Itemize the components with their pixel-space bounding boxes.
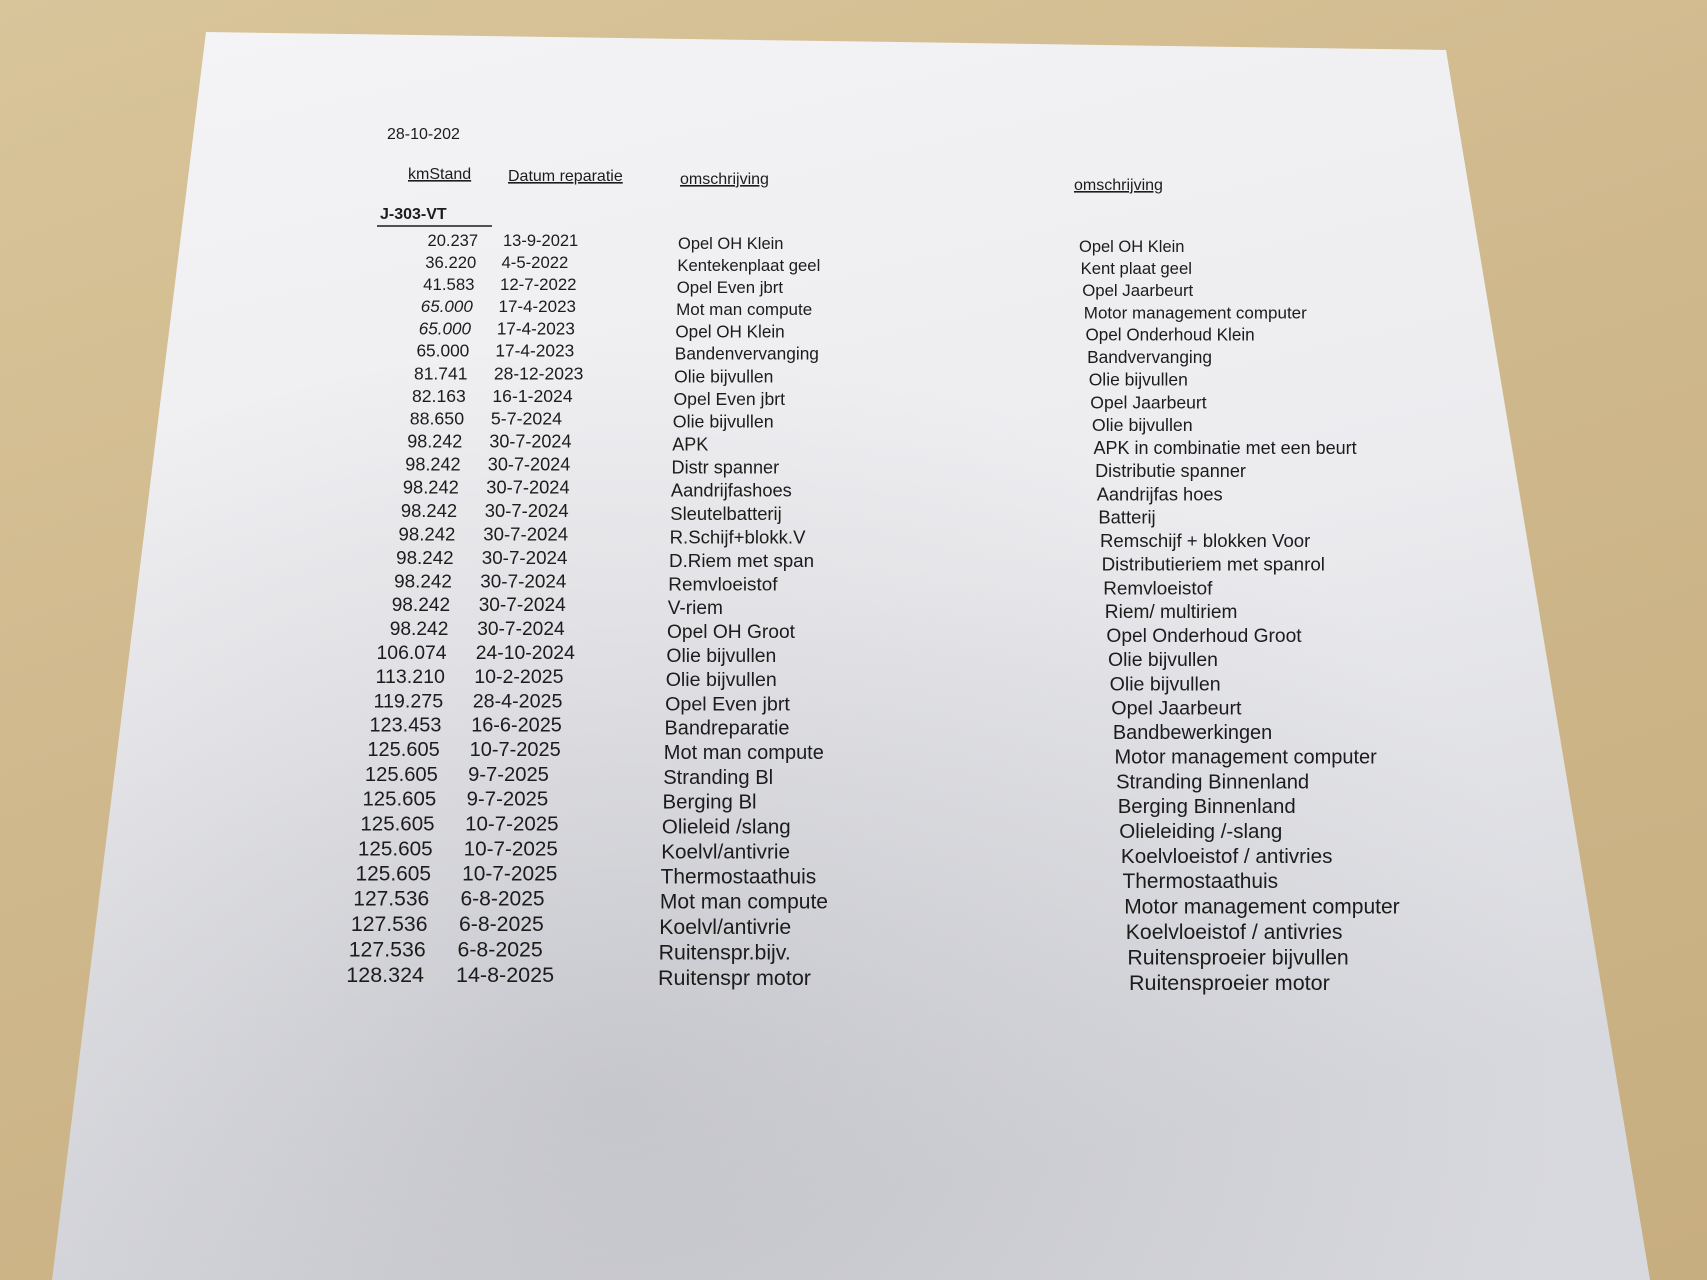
cell-datum: 17-4-2023 — [498, 297, 577, 317]
cell-omschrijving-short: Distr spanner — [671, 457, 780, 478]
cell-omschrijving-short: Stranding Bl — [663, 766, 774, 789]
cell-omschrijving-short: Olie bijvullen — [674, 366, 774, 387]
cell-omschrijving-short: Opel Even jbrt — [676, 277, 784, 297]
cell-omschrijving-long: Opel OH Klein — [1079, 238, 1185, 256]
cell-omschrijving-long: Motor management computer — [1114, 746, 1377, 769]
cell-datum: 12-7-2022 — [500, 274, 577, 294]
cell-omschrijving-long: Opel Jaarbeurt — [1090, 392, 1207, 413]
cell-omschrijving-short: Sleutelbatterij — [670, 502, 782, 524]
cell-omschrijving-short: Olie bijvullen — [665, 669, 777, 692]
cell-datum: 30-7-2024 — [489, 431, 572, 452]
cell-omschrijving-long: Bandvervanging — [1087, 347, 1213, 368]
cell-kmstand: 125.605 — [357, 837, 433, 861]
cell-omschrijving-long: Stranding Binnenland — [1116, 771, 1310, 794]
cell-omschrijving-long: Opel Onderhoud Klein — [1085, 325, 1255, 345]
cell-datum: 6-8-2025 — [459, 913, 544, 936]
cell-omschrijving-long: Thermostaathuis — [1122, 870, 1279, 894]
cell-omschrijving-long: Opel Jaarbeurt — [1111, 697, 1242, 720]
cell-datum: 4-5-2022 — [501, 252, 569, 272]
cell-kmstand: 125.605 — [355, 862, 431, 886]
header-omschrijving-long: omschrijving — [1074, 177, 1163, 194]
cell-omschrijving-short: Thermostaathuis — [660, 865, 817, 889]
cell-omschrijving-long: Ruitensproeier bijvullen — [1127, 945, 1349, 970]
cell-omschrijving-long: Remschijf + blokken Voor — [1100, 530, 1311, 552]
cell-datum: 28-12-2023 — [493, 363, 584, 384]
cell-datum: 16-1-2024 — [492, 385, 573, 406]
cell-datum: 30-7-2024 — [478, 595, 566, 617]
header-kmstand: kmStand — [408, 166, 472, 183]
header-datum-reparatie: Datum reparatie — [508, 168, 623, 185]
cell-kmstand: 81.741 — [413, 363, 468, 384]
cell-datum: 9-7-2025 — [468, 763, 549, 786]
cell-omschrijving-short: D.Riem met span — [669, 549, 815, 571]
cell-kmstand: 106.074 — [376, 642, 447, 664]
cell-omschrijving-short: Opel Even jbrt — [665, 693, 790, 716]
cell-omschrijving-long: Aandrijfas hoes — [1096, 483, 1223, 505]
cell-kmstand: 98.242 — [405, 454, 461, 475]
cell-datum: 6-8-2025 — [460, 887, 545, 911]
cell-kmstand: 41.583 — [423, 274, 475, 294]
cell-kmstand: 113.210 — [375, 666, 445, 689]
cell-omschrijving-long: Motor management computer — [1124, 895, 1400, 919]
cell-kmstand: 65.000 — [420, 297, 473, 317]
cell-omschrijving-short: Koelvl/antivrie — [659, 916, 792, 939]
cell-omschrijving-long: Koelvloeistof / antivries — [1125, 920, 1343, 944]
cell-datum: 24-10-2024 — [475, 642, 575, 664]
cell-omschrijving-short: Aandrijfashoes — [670, 479, 792, 501]
cell-kmstand: 128.324 — [346, 963, 424, 987]
cell-omschrijving-short: APK — [672, 434, 709, 455]
cell-datum: 30-7-2024 — [477, 619, 565, 640]
cell-kmstand: 98.242 — [391, 595, 451, 617]
paper-shadow — [52, 32, 1650, 1280]
cell-datum: 16-6-2025 — [471, 714, 562, 737]
cell-kmstand: 125.605 — [367, 739, 440, 762]
cell-omschrijving-long: Ruitensproeier motor — [1129, 971, 1330, 995]
cell-kmstand: 20.237 — [427, 232, 478, 250]
cell-omschrijving-long: Koelvloeistof / antivries — [1120, 845, 1333, 868]
header-omschrijving-short: omschrijving — [680, 171, 769, 188]
cell-datum: 9-7-2025 — [466, 788, 549, 811]
cell-omschrijving-long: Batterij — [1098, 506, 1156, 528]
cell-datum: 30-7-2024 — [480, 571, 567, 593]
cell-datum: 10-7-2025 — [465, 812, 559, 836]
cell-kmstand: 125.605 — [362, 788, 437, 811]
cell-omschrijving-short: Opel OH Klein — [678, 235, 784, 253]
cell-omschrijving-short: Remvloeistof — [668, 574, 778, 596]
cell-datum: 30-7-2024 — [483, 523, 569, 545]
cell-omschrijving-short: V-riem — [667, 598, 723, 620]
document-date: 28-10-202 — [387, 126, 460, 143]
license-plate: J-303-VT — [380, 206, 447, 223]
cell-omschrijving-short: Kentekenplaat geel — [677, 255, 821, 275]
cell-omschrijving-long: APK in combinatie met een beurt — [1093, 438, 1357, 459]
cell-kmstand: 98.242 — [402, 476, 459, 498]
cell-kmstand: 82.163 — [411, 385, 466, 406]
cell-omschrijving-long: Opel Onderhoud Groot — [1106, 626, 1302, 648]
cell-datum: 13-9-2021 — [503, 232, 579, 250]
cell-kmstand: 123.453 — [369, 714, 442, 737]
cell-datum: 28-4-2025 — [472, 690, 563, 713]
cell-omschrijving-short: Opel OH Groot — [667, 622, 795, 643]
cell-omschrijving-long: Distributie spanner — [1095, 461, 1246, 482]
cell-omschrijving-short: Ruitenspr motor — [658, 966, 811, 990]
cell-omschrijving-long: Opel Jaarbeurt — [1082, 281, 1194, 301]
cell-datum: 5-7-2024 — [490, 408, 563, 429]
cell-omschrijving-long: Olie bijvullen — [1091, 415, 1193, 436]
cell-omschrijving-short: Opel OH Klein — [675, 322, 785, 342]
cell-omschrijving-long: Riem/ multiriem — [1104, 602, 1238, 624]
cell-omschrijving-short: Koelvl/antivrie — [661, 840, 790, 864]
cell-datum: 6-8-2025 — [457, 937, 543, 962]
cell-datum: 30-7-2024 — [486, 476, 570, 498]
cell-omschrijving-short: Mot man compute — [663, 742, 824, 765]
cell-omschrijving-long: Olie bijvullen — [1109, 673, 1221, 696]
cell-datum: 30-7-2024 — [481, 546, 568, 568]
cell-kmstand: 65.000 — [416, 340, 470, 361]
cell-datum: 10-2-2025 — [474, 666, 564, 689]
cell-datum: 17-4-2023 — [496, 319, 575, 339]
cell-datum: 30-7-2024 — [484, 499, 569, 521]
cell-kmstand: 127.536 — [350, 913, 428, 936]
cell-kmstand: 36.220 — [425, 252, 477, 272]
cell-omschrijving-short: Mot man compute — [676, 300, 813, 320]
cell-kmstand: 127.536 — [353, 887, 430, 911]
cell-omschrijving-long: Kent plaat geel — [1080, 259, 1192, 278]
cell-kmstand: 98.242 — [389, 619, 449, 640]
cell-omschrijving-short: Opel Even jbrt — [673, 388, 785, 409]
cell-omschrijving-long: Distributieriem met spanrol — [1101, 553, 1325, 575]
cell-datum: 10-7-2025 — [462, 862, 558, 886]
cell-omschrijving-short: Berging Bl — [662, 791, 757, 814]
cell-kmstand: 125.605 — [364, 763, 438, 786]
cell-kmstand: 98.242 — [400, 499, 458, 521]
cell-omschrijving-short: Bandenvervanging — [674, 343, 819, 364]
cell-datum: 17-4-2023 — [495, 340, 575, 361]
cell-omschrijving-long: Berging Binnenland — [1117, 796, 1296, 819]
cell-kmstand: 125.605 — [360, 812, 435, 836]
cell-datum: 30-7-2024 — [487, 454, 571, 475]
cell-omschrijving-long: Olie bijvullen — [1108, 649, 1218, 672]
cell-kmstand: 88.650 — [409, 408, 465, 429]
cell-datum: 10-7-2025 — [463, 837, 558, 861]
cell-omschrijving-long: Remvloeistof — [1103, 578, 1213, 600]
cell-omschrijving-long: Bandbewerkingen — [1112, 722, 1273, 745]
cell-omschrijving-long: Olieleiding /-slang — [1119, 820, 1283, 843]
cell-datum: 14-8-2025 — [456, 963, 555, 987]
cell-datum: 10-7-2025 — [469, 739, 561, 762]
cell-kmstand: 98.242 — [398, 523, 456, 545]
cell-omschrijving-long: Motor management computer — [1083, 303, 1307, 323]
cell-omschrijving-long: Olie bijvullen — [1088, 369, 1188, 390]
cell-kmstand: 65.000 — [418, 319, 471, 339]
cell-kmstand: 127.536 — [348, 937, 426, 962]
cell-omschrijving-short: Ruitenspr.bijv. — [658, 940, 791, 965]
cell-kmstand: 98.242 — [407, 431, 463, 452]
cell-kmstand: 98.242 — [394, 571, 452, 593]
cell-omschrijving-short: Olie bijvullen — [672, 411, 774, 432]
cell-kmstand: 119.275 — [373, 690, 444, 713]
cell-omschrijving-short: Mot man compute — [659, 890, 828, 914]
cell-omschrijving-short: Bandreparatie — [664, 717, 790, 740]
cell-omschrijving-short: Olie bijvullen — [666, 645, 777, 667]
cell-omschrijving-short: R.Schijf+blokk.V — [669, 526, 806, 548]
cell-kmstand: 98.242 — [396, 546, 454, 568]
cell-omschrijving-short: Olieleid /slang — [661, 815, 791, 839]
